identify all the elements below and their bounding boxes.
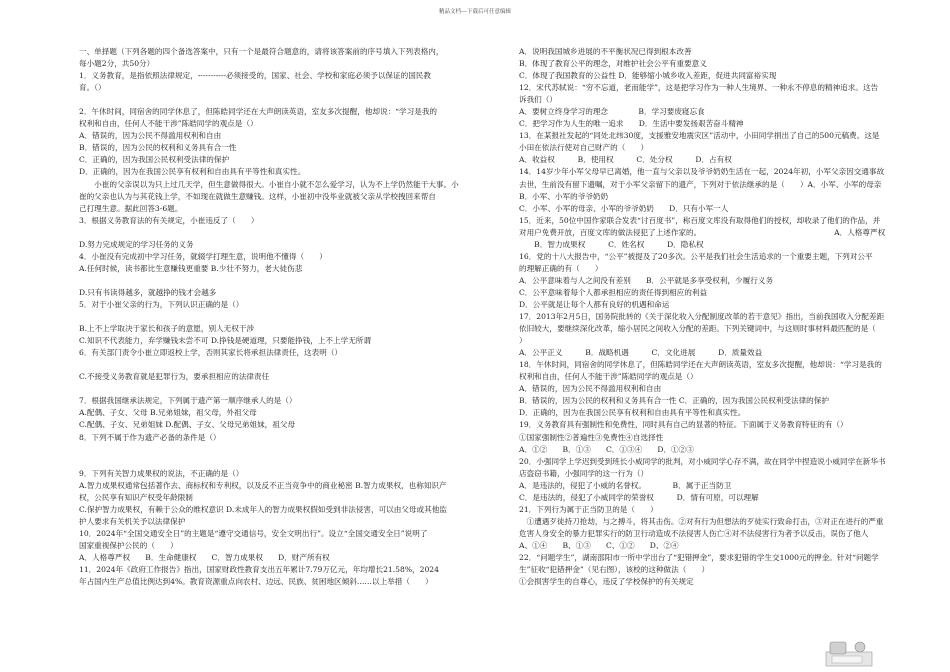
right-text-line: 危害人身安全的暴力犯罪实行的防卫行动造成不法侵害人伤亡④对不法侵害行为者予以反击，误伤了他人 bbox=[519, 528, 869, 538]
left-text-line: 小崔的父亲误以为只上过几天学，但生意做得很大。小崔自小就不怎么爱学习，认为不上学仍然能干大事。小 bbox=[79, 179, 459, 189]
right-text-line: 生”征收“犯错押金”（见右图），该校的这种做法（ ） bbox=[519, 565, 710, 575]
left-text-line: C.知识不代表能力，弃学赚钱未尝不可 D.挣钱是硬道理，只要能挣钱，上不上学无所谓 bbox=[79, 336, 371, 346]
left-text-line: 4．小崔没有完成初中学习任务，就辍学打理生意，说明他不懂得（ ） bbox=[79, 251, 327, 261]
left-text-line: 崔的父亲也认为与其花钱上学，不如现在就做生意赚钱。这样，小崔初中没毕业就被父亲从学校拽回来帮自 bbox=[79, 191, 436, 201]
right-text-line: 的理解正确的有（ ） bbox=[519, 263, 603, 273]
right-text-line: 12．宋代苏轼说：“穷不忘道，老而能学”，这是把学习作为一种人生境界、一种永不停息的精神追求。这告 bbox=[519, 83, 879, 93]
right-text-line: ①会损害学生的自尊心，违反了学校保护的有关规定 bbox=[519, 577, 694, 587]
right-text-line: 小田在依法行使对自己财产的（ ） bbox=[519, 143, 649, 153]
left-text-line: 2．午休时间，同宿舍的同学休息了，但陈皓同学还在大声朗读英语，室友多次提醒，他却说：“学习是我的 bbox=[79, 107, 438, 117]
right-text-line: A．收益权 B．使用权 C．处分权 D．占有权 bbox=[519, 155, 732, 165]
left-text-line bbox=[79, 311, 477, 323]
right-text-line: 17．2013年2月5日，国务院批转的《关于深化收入分配制度改革的若干意见》指出，当前我国收入分配差距 bbox=[519, 312, 885, 322]
right-text-line: C．小军、小军的母亲、小军的爷爷奶奶 D．只有小军一人 bbox=[519, 203, 729, 213]
right-text-line: 15．近来，50位中国作家联合发表“讨百度书”，称百度文库没有取得他们的授权，却收录了他们的作品，并 bbox=[519, 215, 881, 225]
left-text-line: A.配偶、子女、父母 B.兄弟姐妹，祖父母，外祖父母 bbox=[79, 408, 257, 418]
right-text-line: C．体现了我国教育的公益性 D．能够缩小城乡收入差距，促进共同富裕实现 bbox=[519, 71, 777, 81]
left-text-line: 6．有关部门责令小崔立即返校上学，否则其家长将承担法律责任，这表明（） bbox=[79, 348, 343, 358]
right-text-line: A．公平意味着与人之间没有差别 B．公平就是多享受权利，少履行义务 bbox=[519, 275, 774, 285]
right-column bbox=[519, 46, 919, 588]
left-text-line: 权利和自由，任何人不能干涉”陈皓同学的观点是（） bbox=[79, 119, 258, 129]
right-text-line: 22．“问题学生”，湖南邵阳市一所中学出台了“犯错押金”，要求犯错的学生交1000元的押金。针对“问题学 bbox=[519, 552, 879, 562]
right-text-line: ） bbox=[519, 336, 527, 346]
left-column bbox=[79, 46, 477, 588]
right-text-line: A．是违法的，侵犯了小威的名誉权。 B．属于正当防卫 bbox=[519, 480, 732, 490]
right-text-line: 21．下列行为属于正当防卫的是（ ） bbox=[519, 504, 658, 514]
right-text-line: ①遭遇歹徒持刀抢劫，与之搏斗，将其击伤。②对有行为但想法的歹徒实行致命打击，③对正在进行的严重 bbox=[519, 516, 884, 526]
right-text-line: 13．在某报社发起的“同处北纬30度，支援雅安地震灾区”活动中，小田同学捐出了自己的500元稿费。这是 bbox=[519, 131, 880, 141]
right-text-line: 依旧较大，要继续深化改革，缩小居民之间收入分配的差距。下列关键词中，与这则时事材料最匹配的是（ bbox=[519, 324, 876, 334]
right-text-line: 20．小强同学上学迟到受到班长小威同学的批判，对小威同学心存不满，故在同学中捏造说小威同学在新华书 bbox=[519, 456, 886, 466]
right-text-line: 18．午休时间，同宿舍的同学休息了，但陈皓同学还在大声朗读英语，室友多次提醒，他却说：“学习是我的 bbox=[519, 360, 882, 370]
left-text-line bbox=[79, 444, 477, 456]
left-text-line bbox=[79, 383, 477, 395]
left-text-line: A.智力成果权通常包括著作去、商标权和专利权，以及反不正当竞争中的商业秘密 B.智力成果权，也称知识产 bbox=[79, 480, 447, 490]
left-text-line: 10．2024年“全国交通安全日”的主题是“遵守交通信号，安全文明出行”。设立“全国交通安全日”说明了 bbox=[79, 528, 428, 538]
left-text-line: 一、单择题（下列各题的四个备选答案中，只有一个是最符合题意的，请将该答案前的序号填入下列表格内， bbox=[79, 47, 444, 56]
left-text-line: 育。（） bbox=[79, 83, 106, 93]
right-text-line: A．错误的，因为公民不得滥用权利和自由 bbox=[519, 384, 662, 394]
right-text-line: A．公平正义 B．战略机遇 C．文化进展 D．质量效益 bbox=[519, 348, 763, 358]
left-text-line: C.保护智力成果权，有赖于公众的维权意识 D.未成年人的智力成果权假如受到非法侵害，可以由父母或其他监 bbox=[79, 504, 447, 514]
left-text-line bbox=[79, 456, 477, 468]
left-text-line: 11．2024年《政府工作报告》指出，国家财政性教育支出五年累计7.79万亿元，年均增长21.58%，2024 bbox=[79, 565, 439, 575]
left-text-line: 5．对于小崔父亲的行为，下列认识正确的是（） bbox=[79, 299, 244, 309]
left-text-line: D.只有书读得越多，就越挣的钱才会越多 bbox=[79, 287, 217, 297]
right-text-line: B．错误的，因为公民的权利和义务具有合一性 C．正确的，因为我国公民权利受法律的保护 bbox=[519, 396, 829, 406]
right-text-line: 16．党的十八大报告中，“公平”被提及了20多次。公平是我们社会生活追求的一个重要主题，下列对公平 bbox=[519, 251, 873, 261]
left-text-line: 8．下列不属于作为遗产必备的条件是（） bbox=[79, 432, 221, 442]
left-text-line: 9．下列有关智力成果权的说法，不正确的是（） bbox=[79, 468, 244, 478]
right-text-line: A、①④ B、①③ C、①② D、②④ bbox=[519, 540, 679, 550]
right-text-line: 14．14岁少年小军父母早已离婚，他一直与父亲以及爷爷奶奶生活在一起，2024年初，小军父亲因交通事故 bbox=[519, 167, 885, 177]
left-text-line: 护人要求有关机关予以法律保护 bbox=[79, 516, 186, 526]
right-text-line: D．正确的，因为在我国公民享有权利和自由具有平等性和真实性。 bbox=[519, 408, 746, 418]
left-text-line bbox=[79, 227, 477, 239]
left-text-line bbox=[79, 359, 477, 371]
right-text-line: C．公平意味着每个人都承担相应的责任得到相应的利益 bbox=[519, 287, 708, 297]
left-text-line: A．人格尊严权 B．生命健康权 C．智力成果权 D．财产所有权 bbox=[79, 552, 330, 562]
right-text-line: A．说明我国城乡进展的不平衡状况已得到根本改善 bbox=[519, 47, 692, 56]
left-text-line: B.上不上学取决于家长和孩子的意愿，别人无权干涉 bbox=[79, 324, 255, 334]
cartoon-illustration bbox=[824, 638, 874, 668]
right-text-line: 去世，生前没有留下遗嘱，对于小军父亲留下的遗产，下列对于依法继承的是（ ）A．小军、小军的母亲 bbox=[519, 179, 882, 189]
right-text-line: C．把学习作为人生的唯一追求 D．生活中要发扬艰苦奋斗精神 bbox=[519, 119, 744, 129]
left-text-line: A．错误的，因为公民不得滥用权利和自由 bbox=[79, 131, 222, 141]
left-text-line: 国家重视保护公民的（ ） bbox=[79, 540, 178, 550]
left-text-line: D.努力完成规定的学习任务的义务 bbox=[79, 239, 194, 249]
left-text-line: A.任何时候，读书都比生意赚钱更重要 B.少壮不努力，老大徒伤悲 bbox=[79, 263, 303, 273]
right-text-line: B．体现了教育公平的理念，对维护社会公平有重要意义 bbox=[519, 59, 707, 69]
right-text-line: 店盗窃书籍，小强同学的这一行为（） bbox=[519, 468, 649, 478]
right-text-line: 权利和自由，任何人不能干涉”陈皓同学的观点是（） bbox=[519, 372, 698, 382]
right-text-line: A．①② B．①③ C．①③④ D．①②③ bbox=[519, 444, 694, 454]
right-text-line: B．小军、小军的爷爷奶奶 bbox=[519, 191, 609, 201]
right-text-line: A．要树立终身学习的理念 B．学习要废寝忘食 bbox=[519, 107, 705, 117]
left-text-line: 年占国内生产总值比例达到4%。教育资源重点向农村、边远、民族、贫困地区倾斜……以上举措（ ） bbox=[79, 577, 433, 587]
left-text-line: 3．根据义务教育法的有关规定，小崔违反了（ ） bbox=[79, 215, 259, 225]
left-text-line: 己打理生意。据此回答3-6题。 bbox=[79, 203, 183, 213]
left-text-line: 权，公民享有知识产权受年龄限制 bbox=[79, 492, 193, 502]
left-text-line: C.不接受义务教育就是犯罪行为，要承担相应的法律责任 bbox=[79, 372, 270, 382]
page-header: 精品文档---下载后可任意编辑 bbox=[439, 9, 511, 15]
left-text-line: B．错误的，因为公民的权利和义务具有合一性 bbox=[79, 143, 237, 153]
left-text-line bbox=[79, 94, 477, 106]
right-text-line: ①国家强制性②普遍性③免费性④自选择性 bbox=[519, 432, 664, 442]
left-text-line bbox=[79, 275, 477, 287]
left-text-line: 每小题2分，共50分） bbox=[79, 59, 155, 69]
right-text-line: 诉我们（） bbox=[519, 95, 557, 105]
right-text-line: 19．义务教育具有强制性和免费性，同时具有自己的显著的特征。下面属于义务教育特征的有（） bbox=[519, 420, 848, 430]
right-text-line: C．是违法的，侵犯了小威同学的荣誉权 D．情有可原，可以理解 bbox=[519, 492, 759, 502]
left-text-line: C.配偶、子女、兄弟姐妹 D.配偶、子女、父母兄弟姐妹，祖父母 bbox=[79, 420, 296, 430]
right-text-line: D．公平就是让每个人都有良好的机遇和命运 bbox=[519, 299, 670, 309]
left-text-line: C．正确的，因为我国公民权利受法律的保护 bbox=[79, 155, 230, 165]
right-text-line: 对用户免费开放，百度文库的做法侵犯了上述作家的。 A．人格尊严权 bbox=[519, 227, 886, 237]
left-text-line: 7．根据我国继承法规定，下列属于遗产第一顺序继承人的是（） bbox=[79, 396, 297, 406]
left-text-line: 1．义务教育，是指依照法律规定，-----------必须接受的，国家、社会、学校和家庭必须予以保证的国民教 bbox=[79, 71, 431, 81]
right-text-line: B．智力成果权 C．姓名权 D．隐私权 bbox=[519, 239, 704, 249]
left-text-line: D．正确的，因为在我国公民享有权利和自由具有平等性和真实性。 bbox=[79, 167, 306, 177]
